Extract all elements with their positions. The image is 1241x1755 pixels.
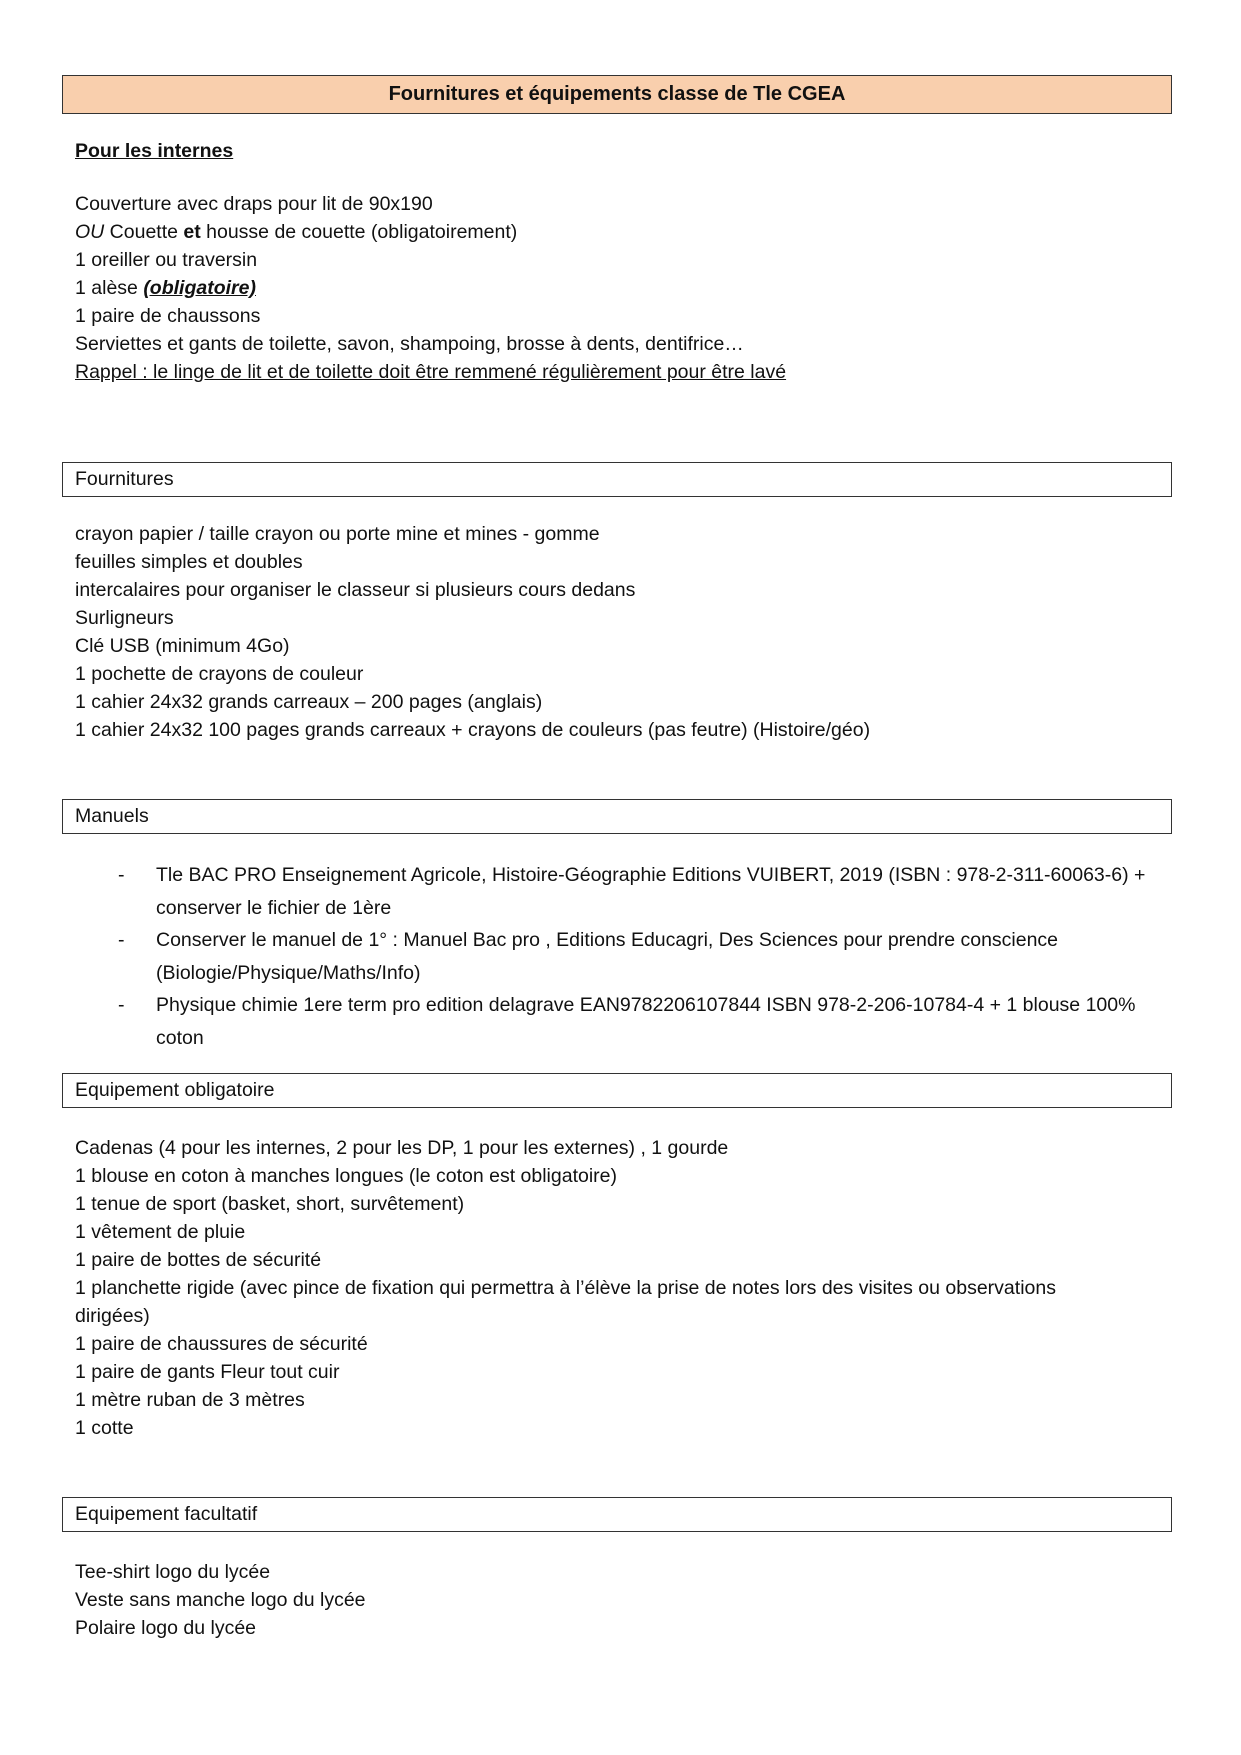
list-item: Surligneurs xyxy=(75,607,174,629)
equipement-obligatoire-list xyxy=(75,1134,1056,1442)
internes-line xyxy=(75,218,786,246)
et-text: et xyxy=(183,221,201,243)
equipement-facultatif-header: Equipement facultatif xyxy=(62,1497,1172,1532)
manuel-text: Physique chimie 1ere term pro edition delagrave EAN9782206107844 ISBN 978-2-206-10784-4 + 1 blouse 100% coton xyxy=(156,994,1136,1049)
list-item: 1 paire de bottes de sécurité xyxy=(75,1249,322,1271)
manuel-text: Conserver le manuel de 1° : Manuel Bac pro , Editions Educagri, Des Sciences pour prendre conscience (Biologie/Physique/Maths/Info) xyxy=(156,929,1059,984)
list-item: 1 cotte xyxy=(75,1417,134,1439)
internes-line: 1 oreiller ou traversin xyxy=(75,249,258,271)
list-item: Tee-shirt logo du lycée xyxy=(75,1561,271,1583)
obligatoire-text: (obligatoire) xyxy=(143,277,256,299)
manuel-text: Tle BAC PRO Enseignement Agricole, Histoire-Géographie Editions VUIBERT, 2019 (ISBN : 978-2-311-60063-6) + conserver le fichier de 1ère xyxy=(156,864,1146,919)
list-item: 1 cahier 24x32 100 pages grands carreaux + crayons de couleurs (pas feutre) (Histoire/géo) xyxy=(75,719,871,741)
fournitures-header: Fournitures xyxy=(62,462,1172,497)
list-item: 1 paire de gants Fleur tout cuir xyxy=(75,1361,340,1383)
list-item: intercalaires pour organiser le classeur si plusieurs cours dedans xyxy=(75,579,636,601)
list-item xyxy=(118,924,1168,989)
list-item: Clé USB (minimum 4Go) xyxy=(75,635,290,657)
line-part: Couette xyxy=(104,221,184,243)
list-item: Veste sans manche logo du lycée xyxy=(75,1589,366,1611)
list-item xyxy=(118,989,1168,1054)
list-item: 1 paire de chaussures de sécurité xyxy=(75,1333,368,1355)
page-title: Fournitures et équipements classe de Tle CGEA xyxy=(62,75,1172,114)
ou-text: OU xyxy=(75,221,105,243)
manuels-list xyxy=(118,859,1168,1054)
list-item: 1 blouse en coton à manches longues (le coton est obligatoire) xyxy=(75,1165,618,1187)
internes-line: 1 paire de chaussons xyxy=(75,305,261,327)
internes-line: Couverture avec draps pour lit de 90x190 xyxy=(75,193,433,215)
dash-bullet: - xyxy=(118,994,125,1016)
list-item: feuilles simples et doubles xyxy=(75,551,303,573)
dash-bullet: - xyxy=(118,864,125,886)
list-item: 1 planchette rigide (avec pince de fixation qui permettra à l’élève la prise de notes lors des visites ou observations xyxy=(75,1277,1056,1299)
list-item: Cadenas (4 pour les internes, 2 pour les DP, 1 pour les externes) , 1 gourde xyxy=(75,1137,729,1159)
list-item: dirigées) xyxy=(75,1305,150,1327)
line-part: 1 alèse xyxy=(75,277,144,299)
list-item: Polaire logo du lycée xyxy=(75,1617,257,1639)
rappel-text: Rappel : le linge de lit et de toilette doit être remmené régulièrement pour être lavé xyxy=(75,361,787,383)
list-item: 1 pochette de crayons de couleur xyxy=(75,663,364,685)
dash-bullet: - xyxy=(118,929,125,951)
internes-heading: Pour les internes xyxy=(75,140,234,162)
equipement-obligatoire-header: Equipement obligatoire xyxy=(62,1073,1172,1108)
list-item: crayon papier / taille crayon ou porte mine et mines - gomme xyxy=(75,523,600,545)
fournitures-list xyxy=(75,520,870,744)
internes-line xyxy=(75,274,786,302)
list-item: 1 mètre ruban de 3 mètres xyxy=(75,1389,305,1411)
list-item xyxy=(118,859,1168,924)
list-item: 1 cahier 24x32 grands carreaux – 200 pages (anglais) xyxy=(75,691,543,713)
list-item: 1 vêtement de pluie xyxy=(75,1221,246,1243)
internes-section xyxy=(75,137,786,386)
spacer xyxy=(75,165,786,190)
manuels-header: Manuels xyxy=(62,799,1172,834)
internes-line: Serviettes et gants de toilette, savon, shampoing, brosse à dents, dentifrice… xyxy=(75,333,744,355)
line-part: housse de couette (obligatoirement) xyxy=(200,221,518,243)
equipement-facultatif-list xyxy=(75,1558,366,1642)
list-item: 1 tenue de sport (basket, short, survêtement) xyxy=(75,1193,465,1215)
